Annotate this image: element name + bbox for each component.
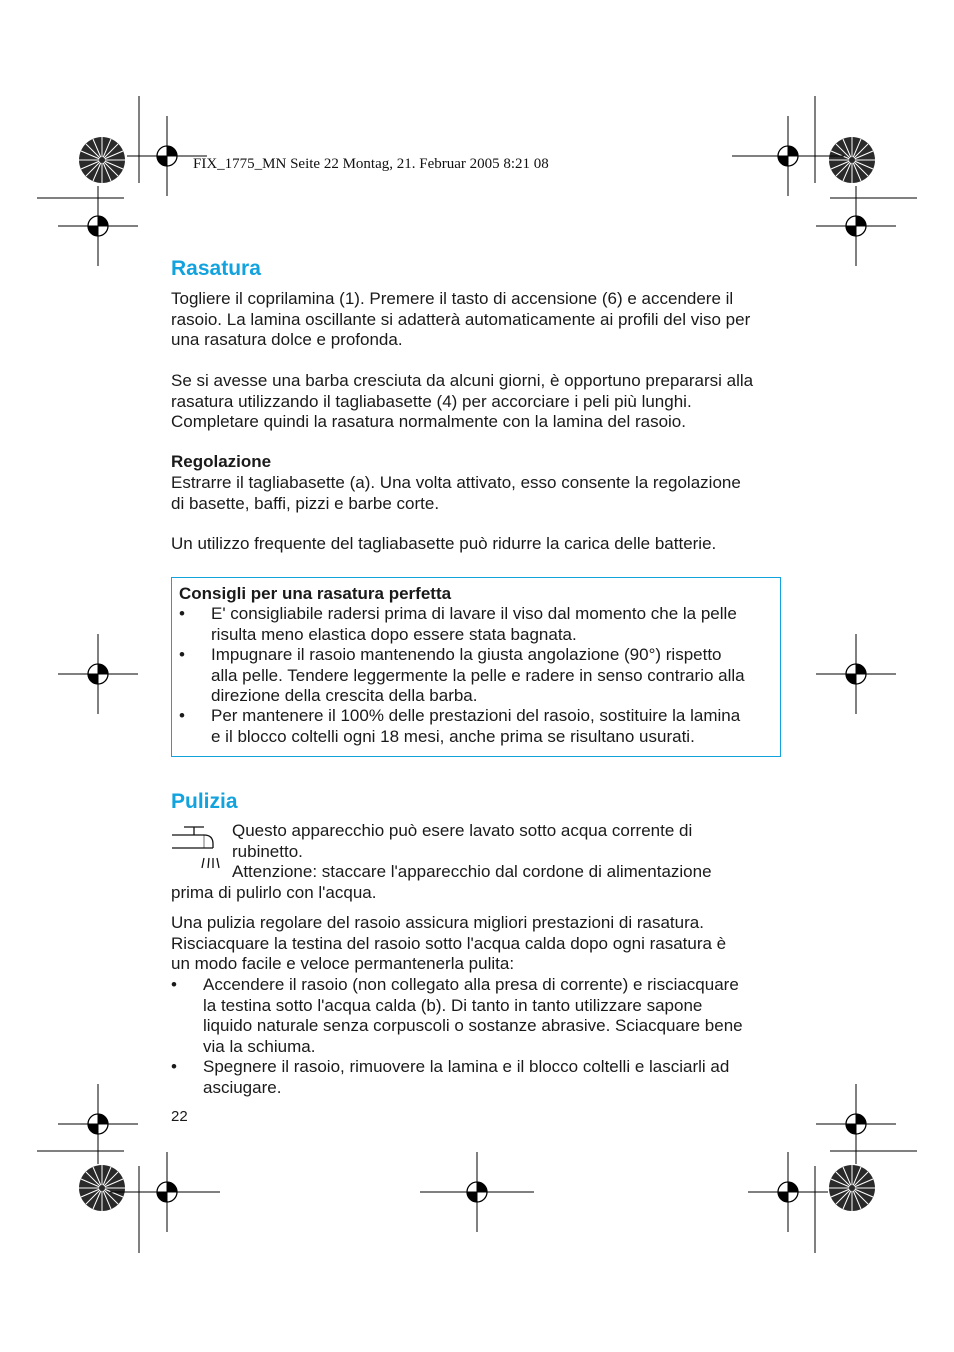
bullet: • — [179, 604, 185, 623]
tips-title: Consigli per una rasatura perfetta — [179, 584, 452, 603]
bullet: • — [171, 975, 177, 994]
pulizia-paragraph: Una pulizia regolare del rasoio assicura migliori prestazioni di rasatura. Risciacquare la testina del rasoio sotto l'acqua calda dopo ogni rasatura è un modo facile e veloce permantenerla pulita: — [171, 913, 727, 973]
pulizia-intro-last: prima di pulirlo con l'acqua. — [171, 883, 377, 902]
pulizia-intro: Questo apparecchio può esere lavato sotto acqua corrente di rubinetto. Attenzione: staccare l'apparecchio dal cordone di alimentazione — [232, 821, 712, 881]
print-header: FIX_1775_MN Seite 22 Montag, 21. Februar 2005 8:21 08 — [193, 156, 549, 172]
bullet: • — [179, 645, 185, 664]
tips-box: Consigli per una rasatura perfetta • E' consigliabile radersi prima di lavare il viso dal momento che la pelle risulta meno elastica dopo essere stata bagnata. • Impugnare il rasoio mantenendo la giusta angolazione (90°) rispetto alla pelle. Tendere leggermente la pelle e radere in senso contrario alla direzione della crescita della barba. • Per mantenere il 100% delle prestazioni del rasoio, sostituire la lamina e il blocco coltelli ogni 18 mesi, anche prima se risultano usurati. — [171, 577, 781, 757]
water-tap-icon — [170, 824, 220, 872]
page-number: 22 — [171, 1108, 188, 1125]
rasatura-paragraph-3: Un utilizzo frequente del tagliabasette può ridurre la carica delle batterie. — [171, 534, 717, 553]
rasatura-paragraph-2: Se si avesse una barba cresciuta da alcuni giorni, è opportuno prepararsi alla rasatura utilizzando il tagliabasette (4) per accorciare i peli più lunghi. Completare quindi la rasatura normalmente con la lamina del rasoio. — [171, 371, 754, 431]
section-heading-rasatura: Rasatura — [171, 257, 261, 280]
bullet: • — [179, 706, 185, 725]
bullet: • — [171, 1057, 177, 1076]
regolazione-heading: Regolazione — [171, 452, 272, 471]
section-heading-pulizia: Pulizia — [171, 790, 238, 813]
rasatura-paragraph-1: Togliere il coprilamina (1). Premere il tasto di accensione (6) e accendere il rasoio. La lamina oscillante si adatterà automaticamente ai profili del viso per una rasatura dolce e profonda. — [171, 289, 751, 349]
regolazione-paragraph: Estrarre il tagliabasette (a). Una volta attivato, esso consente la regolazione di basette, baffi, pizzi e barbe corte. — [171, 473, 741, 513]
